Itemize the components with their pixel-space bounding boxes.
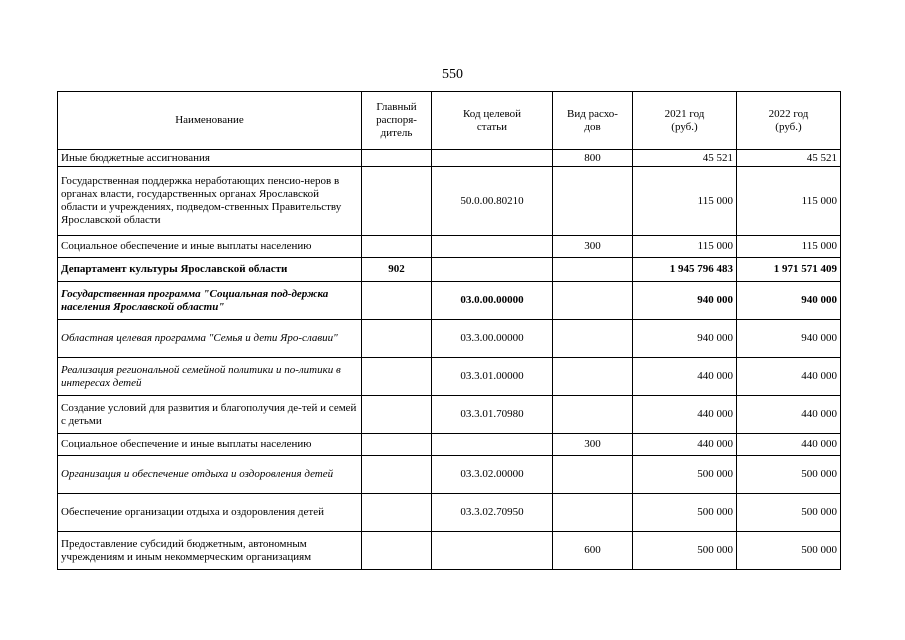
row-expense-type — [553, 494, 633, 532]
row-amount-2021: 940 000 — [633, 320, 737, 358]
header-2022-line2: (руб.) — [775, 120, 802, 133]
row-amount-2022: 500 000 — [737, 456, 841, 494]
header-expense-type-line1: Вид расхо- — [567, 107, 618, 120]
row-amount-2021: 500 000 — [633, 456, 737, 494]
row-name: Иные бюджетные ассигнования — [58, 150, 362, 167]
row-expense-type: 600 — [553, 532, 633, 570]
row-amount-2022: 1 971 571 409 — [737, 258, 841, 282]
table-row — [58, 396, 841, 434]
table-row — [58, 456, 841, 494]
row-target-code: 03.3.00.00000 — [432, 320, 553, 358]
row-chief-manager — [362, 236, 432, 258]
table-row — [58, 320, 841, 358]
table-row — [58, 532, 841, 570]
table-row — [58, 258, 841, 282]
row-amount-2022: 500 000 — [737, 494, 841, 532]
header-chief-manager — [362, 92, 432, 150]
row-amount-2021: 440 000 — [633, 358, 737, 396]
row-amount-2022: 440 000 — [737, 396, 841, 434]
header-chief-manager-line1: Главный — [376, 101, 417, 113]
row-chief-manager — [362, 358, 432, 396]
header-expense-type-line2: дов — [584, 120, 601, 133]
header-name-text: Наименование — [175, 114, 244, 126]
row-expense-type — [553, 396, 633, 434]
header-target-code-line2: статьи — [476, 120, 508, 133]
row-target-code: 03.3.02.00000 — [432, 456, 553, 494]
row-chief-manager — [362, 434, 432, 456]
row-name: Департамент культуры Ярославской области — [58, 258, 362, 282]
header-2022-line1: 2022 год — [768, 107, 809, 120]
table-row — [58, 358, 841, 396]
row-amount-2022: 115 000 — [737, 236, 841, 258]
row-target-code: 03.0.00.00000 — [432, 282, 553, 320]
row-amount-2022: 440 000 — [737, 358, 841, 396]
row-target-code: 03.3.02.70950 — [432, 494, 553, 532]
header-2021 — [633, 92, 737, 150]
row-amount-2021: 500 000 — [633, 494, 737, 532]
row-expense-type — [553, 167, 633, 236]
row-expense-type — [553, 358, 633, 396]
header-2021-line1: 2021 год — [664, 107, 705, 120]
row-target-code — [432, 258, 553, 282]
row-name: Создание условий для развития и благополучия де-тей и семей с детьми — [58, 396, 362, 434]
row-expense-type: 300 — [553, 434, 633, 456]
header-target-code — [432, 92, 553, 150]
row-amount-2022: 500 000 — [737, 532, 841, 570]
row-name: Предоставление субсидий бюджетным, автономным учреждениям и иным некоммерческим организациям — [58, 532, 362, 570]
row-name: Государственная поддержка неработающих пенсио-неров в органах власти, государственных органах Ярославской области и учреждениях, подведом-ственных Правительству Ярославской области — [58, 167, 362, 236]
table-row — [58, 150, 841, 167]
header-2022 — [737, 92, 841, 150]
row-chief-manager — [362, 532, 432, 570]
row-amount-2021: 940 000 — [633, 282, 737, 320]
row-amount-2022: 115 000 — [737, 167, 841, 236]
table-row — [58, 236, 841, 258]
row-name: Обеспечение организации отдыха и оздоровления детей — [58, 494, 362, 532]
row-target-code — [432, 532, 553, 570]
row-expense-type: 300 — [553, 236, 633, 258]
budget-table — [57, 91, 841, 570]
row-name: Социальное обеспечение и иные выплаты населению — [58, 236, 362, 258]
header-name — [58, 92, 362, 150]
row-name: Реализация региональной семейной политики и по-литики в интересах детей — [58, 358, 362, 396]
row-chief-manager: 902 — [362, 258, 432, 282]
row-amount-2021: 115 000 — [633, 236, 737, 258]
header-chief-manager-line2: распоря- — [376, 114, 417, 126]
header-target-code-line1: Код целевой — [463, 107, 521, 120]
row-expense-type — [553, 282, 633, 320]
row-amount-2022: 940 000 — [737, 320, 841, 358]
row-amount-2022: 45 521 — [737, 150, 841, 167]
header-chief-manager-line3: дитель — [380, 127, 413, 139]
row-target-code: 03.3.01.00000 — [432, 358, 553, 396]
row-name: Государственная программа "Социальная под-держка населения Ярославской области" — [58, 282, 362, 320]
row-amount-2021: 500 000 — [633, 532, 737, 570]
row-expense-type — [553, 456, 633, 494]
row-amount-2021: 45 521 — [633, 150, 737, 167]
row-amount-2021: 1 945 796 483 — [633, 258, 737, 282]
table-header-row — [58, 92, 841, 150]
row-name: Областная целевая программа "Семья и дети Яро-славии" — [58, 320, 362, 358]
row-chief-manager — [362, 396, 432, 434]
row-chief-manager — [362, 150, 432, 167]
row-chief-manager — [362, 167, 432, 236]
table-row — [58, 494, 841, 532]
row-amount-2021: 440 000 — [633, 396, 737, 434]
header-2021-line2: (руб.) — [671, 120, 698, 133]
row-amount-2021: 115 000 — [633, 167, 737, 236]
row-chief-manager — [362, 456, 432, 494]
table-row — [58, 434, 841, 456]
table-row — [58, 167, 841, 236]
table-row — [58, 282, 841, 320]
row-expense-type: 800 — [553, 150, 633, 167]
header-expense-type — [553, 92, 633, 150]
row-target-code — [432, 236, 553, 258]
row-amount-2022: 440 000 — [737, 434, 841, 456]
row-target-code — [432, 434, 553, 456]
row-name: Социальное обеспечение и иные выплаты населению — [58, 434, 362, 456]
row-chief-manager — [362, 282, 432, 320]
row-expense-type — [553, 320, 633, 358]
row-chief-manager — [362, 320, 432, 358]
row-target-code — [432, 150, 553, 167]
row-target-code: 50.0.00.80210 — [432, 167, 553, 236]
row-target-code: 03.3.01.70980 — [432, 396, 553, 434]
row-name: Организация и обеспечение отдыха и оздоровления детей — [58, 456, 362, 494]
row-expense-type — [553, 258, 633, 282]
row-amount-2021: 440 000 — [633, 434, 737, 456]
row-amount-2022: 940 000 — [737, 282, 841, 320]
row-chief-manager — [362, 494, 432, 532]
page-number: 550 — [442, 67, 463, 82]
